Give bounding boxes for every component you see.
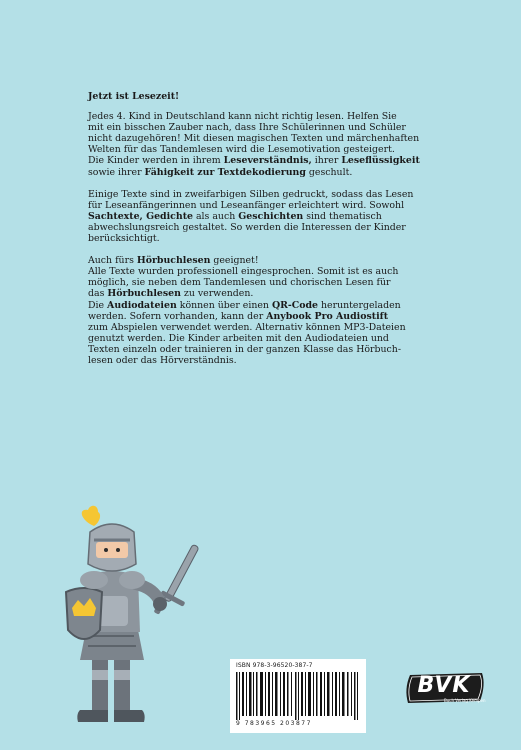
knight-illustration: [50, 500, 210, 740]
paragraph-intro: Jedes 4. Kind in Deutschland kann nicht richtig lesen. Helfen Sie mit ein bisschen Zauber nach, dass Ihre Schülerinnen und Schüler nicht dazugehören! Mit diesen magischen Texten und märchenhaften Welten für das Tandemlesen wird die Lesemotivation gesteigert. Die Kinder werden in ihrem Leseverständnis, ihrer Leseflüssigkeit sowie ihrer Fähigkeit zur Textdekodierung geschult.: [88, 111, 420, 178]
blurb-heading: Jetzt ist Lesezeit!: [88, 91, 180, 102]
logo-text: BVK: [417, 673, 471, 698]
bvk-logo: [404, 671, 486, 711]
barcode-digits: 9 783965 203877: [236, 720, 312, 727]
barcode: [236, 672, 360, 720]
blurb-text: [88, 91, 448, 377]
logo-subtext: Buch Verlag Kempen: [444, 698, 486, 703]
isbn-barcode-box: [230, 659, 366, 733]
isbn-label: ISBN 978-3-96520-387-7: [236, 662, 313, 669]
paragraph-audio: Auch fürs Hörbuchlesen geeignet! Alle Texte wurden professionell eingesprochen. Somit ist es auch möglich, sie neben dem Tandemlesen und chorischen Lesen für das Hörbuchlesen zu verwenden. Die Audiodateien können über einen QR-Code heruntergeladen werden. Sofern vorhanden, kann der Anybook Pro Audiostift zum Abspielen verwendet werden. Alternativ können MP3-Dateien genutzt werden. Die Kinder arbeiten mit den Audiodateien und Texten einzeln oder trainieren in der ganzen Klasse das Hörbuch- lesen oder das Hörverständnis.: [88, 255, 406, 366]
paragraph-texts: Einige Texte sind in zweifarbigen Silben gedruckt, sodass das Lesen für Leseanfängerinnen und Leseanfänger erleichtert wird. Sowohl Sachtexte, Gedichte als auch Geschichten sind thematisch abwechslungsreich gestaltet. So werden die Interessen der Kinder berücksichtigt.: [88, 188, 414, 245]
